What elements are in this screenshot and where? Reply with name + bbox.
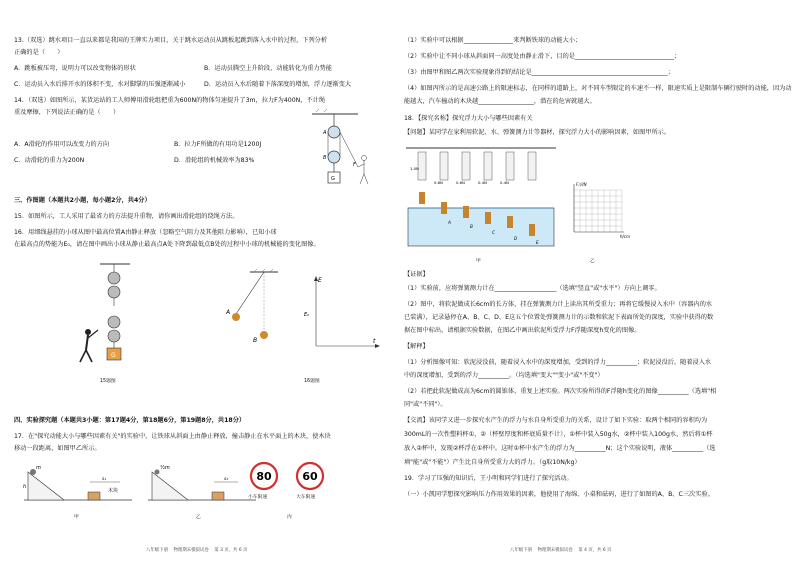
sign1-label: 小车限速	[248, 495, 268, 500]
q14-option-d: D．滑轮组的机械效率为83%	[174, 157, 255, 164]
svg-text:h/cm: h/cm	[620, 234, 630, 239]
speed-sign-80: 80	[256, 470, 272, 483]
q18-explain-2a: （2）若把此软泥做成高为6cm的圆锥体，重复上述实验。两次实验所得的F浮随h变化的图像__________（选填"相	[404, 388, 717, 395]
svg-text:1.0N: 1.0N	[410, 166, 419, 171]
footer-grade: 八年级下册	[510, 548, 532, 553]
svg-text:F: F	[353, 162, 356, 168]
svg-text:B: B	[470, 224, 473, 229]
fig16-graph	[302, 274, 382, 352]
fig15-pulleys	[70, 262, 150, 372]
fig18-grid	[564, 180, 628, 242]
svg-text:m: m	[36, 465, 41, 471]
explanation-heading: 【解释】	[404, 343, 429, 350]
left-page	[14, 0, 384, 561]
svg-text:E: E	[318, 277, 322, 284]
footer-title: 物理期末模拟试卷	[173, 548, 209, 553]
footer-left	[146, 548, 247, 555]
fig16-pendulum	[220, 268, 280, 358]
q18-exchange-2: 300mL的一次性塑料杯①，②（杯壁厚度和杯底质量不计），①杯中装入50g水，②杯中装入100g水，然后将①杯	[404, 431, 713, 438]
svg-text:0.8N: 0.8N	[434, 180, 443, 185]
q13-option-b: B．运动员腾空上升阶段，动能转化为重力势能	[204, 65, 332, 72]
fig18-tank	[406, 144, 556, 256]
svg-text:A: A	[323, 130, 327, 136]
q18-explain-1a: （1）分析图像可知：软泥浸没前，随着浸入水中的深度增加，受到的浮力__________；软泥浸没后，随着浸入水	[404, 359, 712, 366]
q17-4b: 能越大，汽车撞动的木块越__________________，潜在的危害就越大。	[404, 98, 596, 105]
svg-text:0.6N: 0.6N	[456, 180, 465, 185]
section-4-heading: 四、实验探究题（本题共3小题：第17题4分，第18题6分，第19题8分，共18分）	[14, 417, 246, 424]
q18-evidence-1: （1）实验前，应将弹簧测力计在____________________（选填"竖直"或"水平"）方向上调零。	[404, 285, 661, 292]
fig16-caption: 16题图	[304, 379, 320, 384]
svg-text:G: G	[331, 176, 335, 182]
svg-text:h: h	[23, 484, 27, 490]
footer-right	[510, 548, 611, 555]
svg-text:s₂: s₂	[224, 477, 229, 482]
q18-explain-2b: 同"或"不同"）。	[404, 401, 447, 408]
footer-page: 第 4 页，共 6 页	[578, 548, 612, 553]
q14-stem: 14．（双选）如图所示，某货运站的工人师傅用滑轮组把重为600N的物体匀速提升了3m，拉力F为400N，不计绳	[14, 97, 326, 104]
sign2-label: 大车限速	[296, 495, 316, 500]
svg-text:s₁: s₁	[102, 477, 107, 482]
svg-text:0.4N: 0.4N	[500, 180, 509, 185]
footer-title: 物理期末模拟试卷	[537, 548, 573, 553]
svg-text:t: t	[373, 338, 376, 345]
q18-exchange-3: 放入②杯中，发现②杯浮在①杯中。这时①杯中水产生的浮力为__________N；这个实验说明，液体__________（选	[404, 445, 716, 452]
svg-text:E₀: E₀	[304, 312, 310, 318]
q13-option-a: A．跳板被压弯，说明力可以改变物体的形状	[14, 65, 136, 72]
svg-text:D: D	[514, 236, 518, 241]
svg-text:E: E	[536, 240, 539, 245]
q18-question: 【问题】某同学在家利用软泥、水、弹簧测力计等器材，探究浮力大小的影响因素，如图甲所示。	[404, 129, 671, 136]
q16-stem-2: 在最高点的势能为E₀，请在图中画出小球从静止最高点A处下降到最低点B处的过程中小球的机械能的变化图像。	[14, 241, 320, 248]
q17-stem: 17．在"探究动能大小与哪些因素有关"的实验中，让铁球从斜面上由静止释放，撞击静止在水平面上的木块，使木块	[14, 433, 331, 440]
q18-evidence-2b: 已装满），记录悬停在A、B、C、D、E这五个位置处弹簧测力计的示数和软泥下表面所处的深度，实验中获得的数	[404, 314, 714, 321]
fig17-yi-caption: 乙	[196, 515, 201, 520]
q18-evidence-2c: 据在图中标出，请根据实验数据，在图乙中画出软泥所受浮力F浮随深度h变化的图像。	[404, 327, 641, 334]
q13-option-d: D．运动员入水后随着下落深度的增加，浮力逐渐变大	[204, 81, 352, 88]
svg-text:F浮/N: F浮/N	[576, 182, 587, 187]
q17-stem-2: 移动一段距离，如图甲乙所示。	[14, 445, 101, 452]
speed-sign-60: 60	[302, 470, 318, 483]
fig18-jia-caption: 甲	[476, 259, 481, 264]
fig15-caption: 15题图	[100, 379, 116, 384]
q18-explain-1b: 中的深度增加，受到的浮力__________。（均选填"变大""变小"或"不变"）	[404, 372, 604, 379]
fig17-jia	[24, 460, 134, 510]
q15-stem: 15．如图所示，工人采用了最省力的方法提升重物，请你画出滑轮组的绕绳方法。	[14, 213, 239, 220]
q18-exchange-4: 填"能"或"不能"）产生比自身所受重力大的浮力。（g取10N/kg）	[404, 459, 581, 466]
svg-text:½m: ½m	[160, 465, 170, 471]
q17-1: （1）实验中可以根据________________来判断铁球的动能大小；	[404, 37, 582, 44]
svg-text:G: G	[111, 352, 116, 359]
q14-option-c: C．动滑轮的重力为200N	[14, 157, 85, 164]
svg-text:A: A	[448, 220, 451, 225]
fig18-yi-caption: 乙	[590, 259, 595, 264]
svg-text:0.4N: 0.4N	[478, 180, 487, 185]
q13-stem-2: 正确的是（ ）	[14, 49, 64, 56]
q18-evidence-2a: （2）图中，将软泥做成长6cm的长方体，挂在弹簧测力计上读出其所受重力；再将它缓慢浸入水中（容器内的水	[404, 301, 713, 308]
q14-pulley-figure	[310, 112, 380, 192]
evidence-heading: 【证据】	[404, 271, 429, 278]
q13-option-c: C．运动员入水后排开水的体积不变，水对脚掌的压强逐渐减小	[14, 81, 186, 88]
svg-text:B: B	[253, 337, 258, 344]
right-page	[404, 0, 792, 561]
q14-option-b: B．拉力F所做的有用功是1200J	[174, 141, 262, 148]
footer-page: 第 3 页，共 6 页	[214, 548, 248, 553]
fig17-jia-caption: 甲	[74, 515, 79, 520]
q17-2: （2）实验中让不同小球从斜面同一高度处由静止滑下，目的是________________________________；	[404, 53, 681, 60]
footer-grade: 八年级下册	[146, 548, 168, 553]
q13-stem: 13.（双选）跳水项目一直以来都是我国的王牌实力项目，关于跳水运动员从跳板起跳到落入水中的过程，下列分析	[14, 37, 328, 44]
section-3-heading: 三、作图题（本题共2小题，每小题2分，共4分）	[14, 197, 151, 204]
block-label: 木块	[108, 488, 119, 494]
q18-exchange-1: 【交流】该同学又进一步探究水产生的浮力与水自身所受重力的关系，设计了如下实验：取两个相同的容积均为	[404, 417, 708, 424]
q17-4: （4）如图丙所示的是高速公路上的限速标志，在同样的道路上，对不同车型限定的车速不一样，限速实质上是限制车辆行驶时的动能，因为动	[404, 85, 792, 92]
q19-part-1: （一）小凯同学想探究影响压力作用效果的因素，他使用了海绵、小桌和砝码，进行了如图的A、B、C三次实验。	[404, 491, 714, 498]
fig17-bing-caption: 丙	[287, 515, 292, 520]
svg-text:C: C	[492, 230, 495, 235]
svg-text:A: A	[226, 309, 231, 316]
q17-3: （3）由图甲和图乙两次实验现象得到的结论是____________________________________________；	[404, 69, 674, 76]
q14-stem-2: 重及摩擦，下列说法正确的是（ ）	[14, 109, 120, 116]
q19-stem: 19．学习了压强的知识后，王小明和同学们进行了探究活动。	[404, 475, 573, 482]
q16-stem: 16．用细线悬挂的小球从图中最高位置A由静止释放（忽略空气阻力及其他阻力影响），已知小球	[14, 229, 277, 236]
svg-text:B: B	[323, 155, 327, 161]
q14-option-a: A．A滑轮的作用可以改变力的方向	[14, 141, 110, 148]
q18-title: 18．【探究名称】探究浮力大小与哪些因素有关	[404, 115, 533, 122]
